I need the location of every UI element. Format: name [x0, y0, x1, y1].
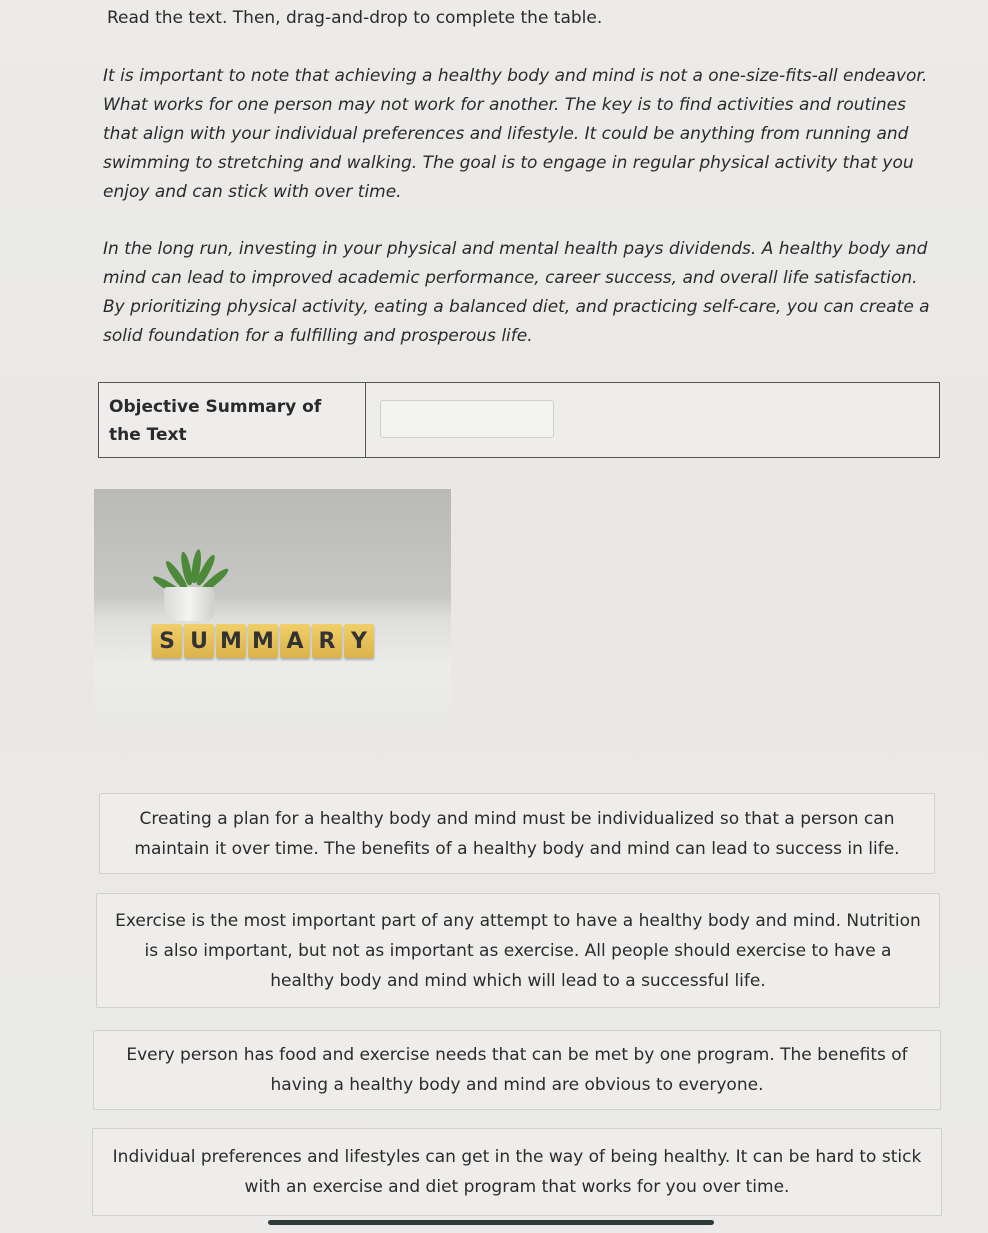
- answer-option-3[interactable]: Every person has food and exercise needs that can be met by one program. The benefits of having a healthy body and mind are obvious to everyone.: [93, 1030, 941, 1110]
- letter-tile: U: [184, 624, 214, 658]
- letter-tile: Y: [344, 624, 374, 658]
- table-row-label: Objective Summary of the Text: [99, 383, 366, 457]
- letter-tile: M: [216, 624, 246, 658]
- reading-passage: [103, 62, 943, 379]
- drop-target[interactable]: [380, 400, 554, 438]
- summary-table: [98, 382, 940, 458]
- answer-option-2[interactable]: Exercise is the most important part of any attempt to have a healthy body and mind. Nutrition is also important, but not as important as exercise. All people should exercise to have a healthy body and mind which will lead to a successful life.: [96, 893, 940, 1008]
- passage-paragraph-2: In the long run, investing in your physical and mental health pays dividends. A healthy body and mind can lead to improved academic performance, career success, and overall life satisfaction. By prioritizing physical activity, eating a balanced diet, and practicing self-care, you can create a solid foundation for a fulfilling and prosperous life.: [103, 239, 930, 346]
- answer-option-4[interactable]: Individual preferences and lifestyles can get in the way of being healthy. It can be hard to stick with an exercise and diet program that works for you over time.: [92, 1128, 942, 1216]
- plant-pot: [164, 587, 214, 621]
- letter-tile: A: [280, 624, 310, 658]
- letter-tile: S: [152, 624, 182, 658]
- horizontal-scrollbar[interactable]: [268, 1220, 714, 1225]
- passage-paragraph-1: It is important to note that achieving a healthy body and mind is not a one-size-fits-all endeavor. What works for one person may not work for another. The key is to find activities and routines that align with your individual preferences and lifestyle. It could be anything from running and swimming to stretching and walking. The goal is to engage in regular physical activity that you enjoy and can stick with over time.: [103, 66, 928, 202]
- letter-tile: R: [312, 624, 342, 658]
- instructions-text: Read the text. Then, drag-and-drop to complete the table.: [107, 8, 603, 28]
- letter-tile: M: [248, 624, 278, 658]
- summary-photo: [94, 489, 451, 725]
- summary-tiles: [152, 624, 374, 658]
- answer-option-1[interactable]: Creating a plan for a healthy body and mind must be individualized so that a person can maintain it over time. The benefits of a healthy body and mind can lead to success in life.: [99, 793, 935, 874]
- table-answer-cell: [366, 383, 939, 457]
